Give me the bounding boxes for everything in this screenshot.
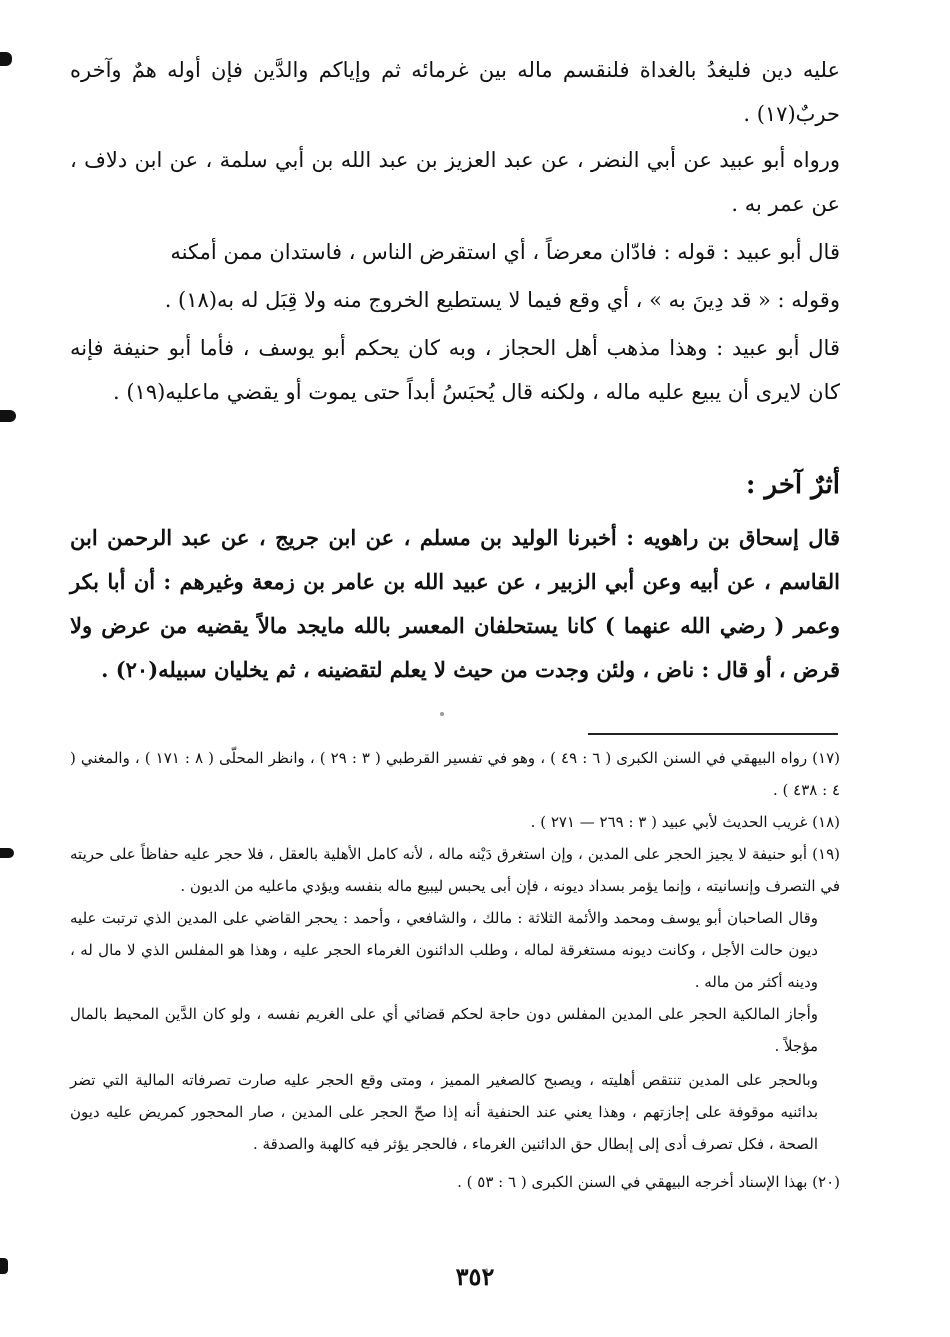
- scan-mark: [0, 52, 12, 66]
- paragraph-1: عليه دين فليغدُ بالغداة فلنقسم ماله بين غرمائه ثم وإياكم والدَّين فإن أوله همٌ وآخره حربٌ(١٧) .: [70, 58, 840, 126]
- section-heading: أثرٌ آخر :: [745, 470, 840, 500]
- scan-mark: [0, 848, 14, 858]
- paragraph-3: قال أبو عبيد : قوله : فادّان معرضاً ، أي استقرض الناس ، فاستدان ممن أمكنه: [170, 240, 840, 264]
- footnote-19: (١٩) أبو حنيفة لا يجيز الحجر على المدين ، وإن استغرق دَيْنه ماله ، لأنه كامل الأهلية بالعقل ، فلا حجر عليه حفاظاً على حريته في التصرف وإنسانيته ، وإنما يؤمر بسداد ديونه ، فإن أبى يحبس ليبيع ماله بنفسه ويؤدي ماعليه من الديون .: [70, 845, 840, 895]
- footnote-18: (١٨) غريب الحديث لأبي عبيد ( ٣ : ٢٦٩ — ٢٧١ ) .: [530, 813, 840, 831]
- scan-speck: [440, 712, 444, 716]
- footnote-17: (١٧) رواه البيهقي في السنن الكبرى ( ٦ : ٤٩ ) ، وهو في تفسير القرطبي ( ٣ : ٢٩ ) ، وانظر المحلّى ( ٨ : ١٧١ ) ، والمغني ( ٤ : ٤٣٨ ) .: [70, 749, 840, 799]
- paragraph-6: قال إسحاق بن راهويه : أخبرنا الوليد بن مسلم ، عن ابن جريج ، عن عبد الرحمن ابن القاسم ، عن أبيه وعن أبي الزبير ، عن عبيد الله بن عامر بن زمعة وغيرهم : أن أبا بكر وعمر ( رضي الله عنهما ) كانا يستحلفان المعسر بالله مايجد مالاً يقضيه من عرض ولا قرض ، أو قال : ناض ، ولئن وجدت من حيث لا يعلم لتقضينه ، ثم يخليان سبيله(٢٠) .: [70, 525, 840, 682]
- paragraph-4: وقوله : « قد دِينَ به » ، أي وقع فيما لا يستطيع الخروج منه ولا قِبَل له به(١٨) .: [164, 288, 840, 312]
- footnote-20: (٢٠) بهذا الإسناد أخرجه البيهقي في السنن الكبرى ( ٦ : ٥٣ ) .: [457, 1173, 840, 1191]
- scan-mark: [0, 410, 16, 422]
- footnote-19-continuation: وقال الصاحبان أبو يوسف ومحمد والأئمة الثلاثة : مالك ، والشافعي ، وأحمد : يحجر القاضي على المدين الذي ترتبت عليه ديون حالت الأجل ، وكانت ديونه مستغرقة لماله ، وطلب الدائنون الغرماء الحجر عليه ، وهذا هو المفلس الذي لا مال له ، ودينه أكثر من ماله .: [70, 909, 818, 991]
- main-text-block: [70, 48, 840, 706]
- footnote-19-continuation: وأجاز المالكية الحجر على المدين المفلس دون حاجة لحكم قضائي أي على الغريم نفسه ، ولو كان الدَّين المحيط بالمال مؤجلاً .: [70, 1005, 818, 1055]
- footnotes-block: [70, 742, 840, 1198]
- paragraph-2: ورواه أبو عبيد عن أبي النضر ، عن عبد العزيز بن عبد الله بن أبي سلمة ، عن ابن دلاف ، عن عمر به .: [70, 148, 840, 216]
- page-number: ٣٥٢: [455, 1262, 495, 1291]
- footnote-19-continuation: وبالحجر على المدين تنتقص أهليته ، ويصبح كالصغير المميز ، ومتى وقع الحجر عليه صارت تصرفاته المالية التي تضر بدائنيه موقوفة على إجازتهم ، وهذا يعني عند الحنفية أنه إذا صحّ الحجر على المدين ، صار المحجور كمريض عليه ديون الصحة ، فكل تصرف أدى إلى إبطال حق الدائنين الغرماء ، فالحجر يؤثر فيه كالهبة والصدقة .: [70, 1071, 818, 1153]
- footnote-separator: [588, 733, 838, 735]
- paragraph-5: قال أبو عبيد : وهذا مذهب أهل الحجاز ، وبه كان يحكم أبو يوسف ، فأما أبو حنيفة فإنه كان لايرى أن يبيع عليه ماله ، ولكنه قال يُحبَسُ أبداً حتى يموت أو يقضي ماعليه(١٩) .: [70, 336, 840, 404]
